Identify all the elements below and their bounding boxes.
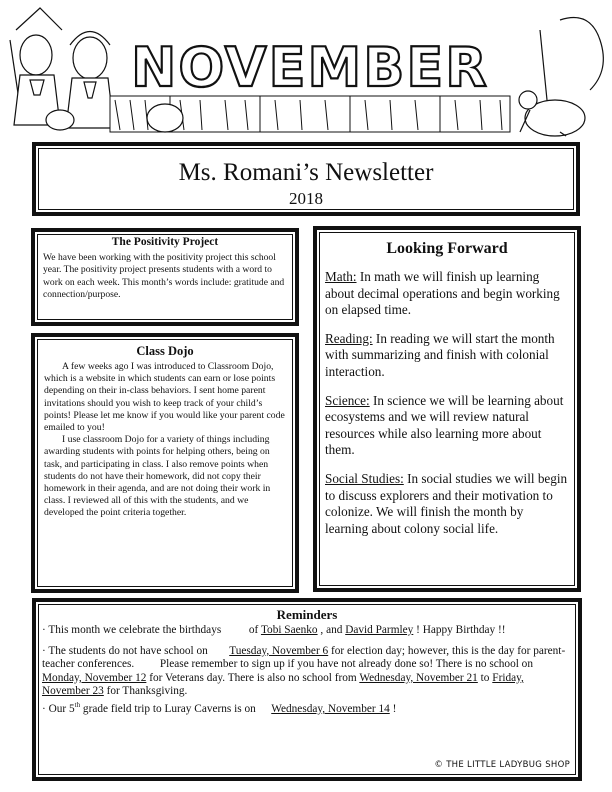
newsletter-title-box (32, 142, 580, 216)
veterans-day-text: for Veterans day. There is also no school from (149, 671, 357, 684)
birthday-and: and (326, 624, 343, 636)
reading-text: In reading we will start the month with summarizing and finish with colonial interaction. (325, 330, 555, 379)
november-title-text: NOVEMBER (131, 36, 489, 99)
signup-text: Please remember to sign up if you have not already done so! There is no school on (159, 658, 533, 671)
newsletter-title: Ms. Romani’s Newsletter (178, 159, 434, 186)
forward-science (325, 393, 569, 459)
science-text: In science we will be learning about ecosystems and we will review natural resources while also learning more about them. (325, 392, 564, 458)
trip-text: grade field trip to Luray Caverns is on (82, 702, 256, 715)
trip-intro: · Our 5 (42, 702, 75, 715)
turkey-illustration (519, 18, 603, 137)
reading-label: Reading: (325, 330, 373, 346)
forward-math (325, 269, 569, 319)
trip-end: ! (392, 702, 397, 715)
math-text: In math we will finish up learning about decimal operations and begin working on elapsed time. (325, 269, 560, 318)
class-dojo-box (31, 333, 299, 593)
reminders-heading: Reminders (276, 607, 338, 622)
social-studies-text: In social studies we will begin to discuss explorers and their motivation to colonize. We will finish the month by learning about colony social life. (325, 470, 568, 536)
birthday-intro: · This month we celebrate the birthdays (42, 624, 222, 636)
positivity-project-box (31, 228, 299, 326)
no-school-reminder (42, 645, 572, 699)
birthday-reminder: · This month we celebrate the birthdays of Tobi Saenko , and David Parmley ! Happy Birthday !! (42, 624, 506, 636)
forward-heading: Looking Forward (386, 240, 508, 257)
science-label: Science: (325, 392, 370, 408)
social-studies-label: Social Studies: (325, 470, 404, 486)
date-thanksgiving-end: Friday, November 23 (42, 671, 524, 698)
pilgrims-illustration (10, 8, 114, 130)
election-day-text: for election day; however, this is the day for parent-teacher conferences. (42, 644, 566, 671)
date-field-trip: Wednesday, November 14 (271, 702, 390, 715)
dojo-paragraph-1: A few weeks ago I was introduced to Classroom Dojo, which is a website in which students can earn or lose points depending on their in-class behaviors. I sent home parent invitations should you wish to keep track of your child’s points! Please let me know if you would like your parent code emailed to you! (44, 361, 285, 434)
forward-social-studies (325, 471, 569, 537)
math-label: Math: (325, 269, 357, 284)
date-veterans-day: Monday, November 12 (42, 671, 147, 684)
looking-forward-box (313, 226, 581, 592)
school-intro: · The students do not have school on (42, 644, 208, 657)
field-trip-reminder (42, 699, 572, 716)
trip-superscript: th (74, 700, 81, 709)
birthday-name-2: David Parmley (345, 624, 414, 636)
forward-reading (325, 331, 569, 381)
pumpkin-icon (147, 104, 183, 132)
date-election-day: Tuesday, November 6 (229, 644, 329, 657)
footer-credit: © THE LITTLE LADYBUG SHOP (434, 760, 570, 770)
reminders-box (32, 598, 582, 781)
newsletter-year: 2018 (289, 189, 323, 208)
date-thanksgiving-start: Wednesday, November 21 (359, 671, 478, 684)
birthday-end: ! Happy Birthday !! (416, 624, 506, 636)
date-range-to: to (480, 671, 490, 684)
dojo-heading: Class Dojo (136, 344, 194, 358)
dojo-paragraph-2: I use classroom Dojo for a variety of things including awarding students with points for helping others, being on task, and participating in class. I also remove points when students do not have their homework, did not copy their homework in their agenda, and are not doing their work in class. I reviewed all of this with the students, and we developed the point criteria together. (44, 434, 271, 519)
birthday-of: of (248, 624, 259, 636)
birthday-name-1: Tobi Saenko (260, 624, 318, 636)
positivity-heading: The Positivity Project (111, 236, 219, 248)
positivity-body: We have been working with the positivity project this school year. The positivity project presents students with a word to work on each week. This month’s words include: gratitude and connection/purpose. (43, 252, 285, 300)
november-banner (0, 0, 612, 140)
thanksgiving-text: for Thanksgiving. (106, 685, 188, 698)
